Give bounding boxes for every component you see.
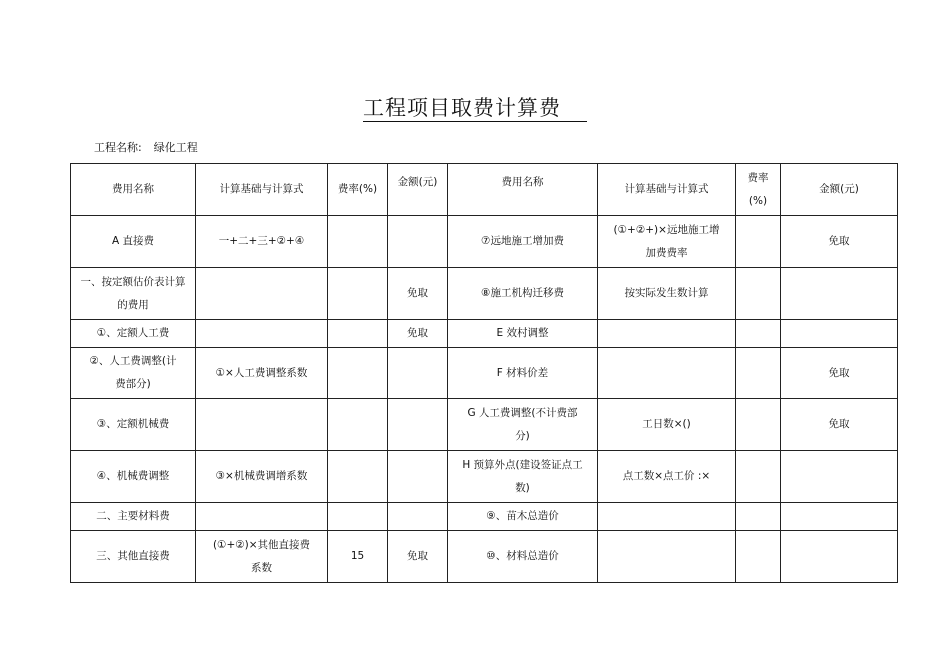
left-name-cell: ④、机械费调整	[71, 451, 196, 503]
right-amount-cell	[781, 320, 898, 348]
left-amount-cell: 免取	[388, 320, 448, 348]
left-rate-cell	[328, 348, 388, 399]
header-left-rate: 费率(%)	[328, 164, 388, 216]
left-rate-cell: 15	[328, 531, 388, 583]
left-rate-cell	[328, 268, 388, 320]
right-rate-cell	[736, 216, 781, 268]
right-rate-cell	[736, 320, 781, 348]
left-amount-cell	[388, 399, 448, 451]
left-amount-cell	[388, 451, 448, 503]
right-rate-cell	[736, 399, 781, 451]
left-name-cell: A 直接费	[71, 216, 196, 268]
left-basis-cell	[196, 503, 328, 531]
left-name-cell: ②、人工费调整(计 费部分)	[71, 348, 196, 399]
table-row	[71, 216, 898, 268]
header-right-basis: 计算基础与计算式	[598, 164, 736, 216]
left-basis-cell	[196, 399, 328, 451]
right-name-cell: F 材料价差	[448, 348, 598, 399]
left-amount-cell	[388, 503, 448, 531]
right-basis-cell: (①+②+)×远地施工增 加费费率	[598, 216, 736, 268]
right-basis-cell: 按实际发生数计算	[598, 268, 736, 320]
right-basis-cell	[598, 531, 736, 583]
left-name-cell: ③、定额机械费	[71, 399, 196, 451]
left-amount-cell: 免取	[388, 268, 448, 320]
left-rate-cell	[328, 320, 388, 348]
left-name-cell: 二、主要材料费	[71, 503, 196, 531]
right-rate-cell	[736, 451, 781, 503]
table-row	[71, 531, 898, 583]
left-basis-cell	[196, 268, 328, 320]
right-amount-cell	[781, 531, 898, 583]
left-amount-cell	[388, 216, 448, 268]
header-right-rate: 费率 (%)	[736, 164, 781, 216]
header-right-amount: 金额(元)	[781, 164, 898, 216]
right-name-cell: ⑨、苗木总造价	[448, 503, 598, 531]
right-name-cell: ⑩、材料总造价	[448, 531, 598, 583]
fee-table	[70, 163, 898, 583]
header-left-basis: 计算基础与计算式	[196, 164, 328, 216]
header-left-name: 费用名称	[71, 164, 196, 216]
table-row	[71, 503, 898, 531]
header-row	[71, 164, 898, 216]
document-title-text: 工程项目取费计算费	[363, 96, 587, 122]
right-name-cell: ⑧施工机构迁移费	[448, 268, 598, 320]
right-rate-cell	[736, 503, 781, 531]
right-amount-cell: 免取	[781, 348, 898, 399]
left-rate-cell	[328, 399, 388, 451]
right-amount-cell: 免取	[781, 399, 898, 451]
right-basis-cell: 工日数×()	[598, 399, 736, 451]
left-basis-cell: ①×人工费调整系数	[196, 348, 328, 399]
right-rate-cell	[736, 268, 781, 320]
table-row	[71, 268, 898, 320]
left-rate-cell	[328, 451, 388, 503]
right-rate-cell	[736, 348, 781, 399]
right-amount-cell	[781, 503, 898, 531]
right-name-cell: G 人工费调整(不计费部 分)	[448, 399, 598, 451]
left-amount-cell: 免取	[388, 531, 448, 583]
left-name-cell: 一、按定额估价表计算 的费用	[71, 268, 196, 320]
document-title	[0, 92, 950, 122]
right-amount-cell: 免取	[781, 216, 898, 268]
left-rate-cell	[328, 503, 388, 531]
left-basis-cell: 一+二+三+②+④	[196, 216, 328, 268]
left-basis-cell: (①+②)×其他直接费 系数	[196, 531, 328, 583]
right-amount-cell	[781, 268, 898, 320]
header-right-name: 费用名称	[448, 164, 598, 216]
right-basis-cell: 点工数×点工价 :×	[598, 451, 736, 503]
table-row	[71, 348, 898, 399]
right-basis-cell	[598, 320, 736, 348]
left-rate-cell	[328, 216, 388, 268]
right-name-cell: H 预算外点(建设签证点工 数)	[448, 451, 598, 503]
right-name-cell: ⑦远地施工增加费	[448, 216, 598, 268]
project-name: 绿化工程	[153, 141, 198, 154]
left-basis-cell	[196, 320, 328, 348]
table-row	[71, 399, 898, 451]
left-name-cell: ①、定额人工费	[71, 320, 196, 348]
table-row	[71, 320, 898, 348]
right-basis-cell	[598, 503, 736, 531]
project-label: 工程名称:	[94, 141, 142, 154]
right-basis-cell	[598, 348, 736, 399]
right-amount-cell	[781, 451, 898, 503]
left-basis-cell: ③×机械费调增系数	[196, 451, 328, 503]
project-line	[94, 139, 198, 155]
left-name-cell: 三、其他直接费	[71, 531, 196, 583]
right-rate-cell	[736, 531, 781, 583]
table-row	[71, 451, 898, 503]
right-name-cell: E 效村调整	[448, 320, 598, 348]
header-left-amount: 金额(元)	[388, 164, 448, 216]
left-amount-cell	[388, 348, 448, 399]
